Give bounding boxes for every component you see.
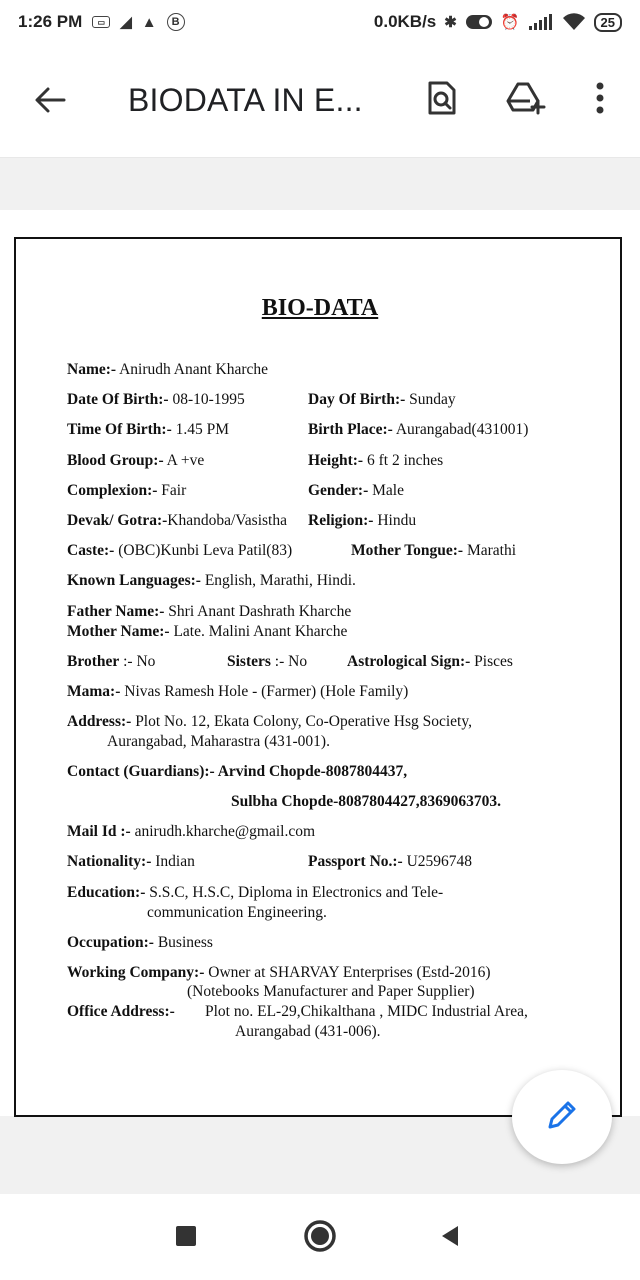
row-office-address: Office Address:- — [67, 1003, 175, 1020]
row-mama: Mama:- Nivas Ramesh Hole - (Farmer) (Hole Family) — [67, 683, 409, 700]
back-arrow-icon — [34, 86, 66, 119]
add-to-drive-icon — [506, 81, 546, 120]
row-address: Address:- Plot No. 12, Ekata Colony, Co-Operative Hsg Society, — [67, 713, 472, 730]
find-in-page-icon — [427, 81, 457, 120]
row-blood-group: Blood Group:- A +ve — [67, 452, 205, 469]
find-in-page-button[interactable] — [418, 76, 466, 124]
row-working-company: Working Company:- Owner at SHARVAY Enterprises (Estd-2016) — [67, 964, 491, 981]
back-button[interactable] — [28, 80, 72, 124]
row-mail-id: Mail Id :- anirudh.kharche@gmail.com — [67, 823, 316, 840]
home-button[interactable] — [300, 1218, 340, 1258]
row-mother-name: Mother Name:- Late. Malini Anant Kharche — [67, 623, 348, 640]
page-border — [14, 237, 622, 1117]
row-complexion: Complexion:- Fair — [67, 482, 187, 499]
row-birth-place: Birth Place:- Aurangabad(431001) — [308, 421, 529, 438]
status-time: 1:26 PM — [18, 12, 83, 31]
row-address-cont: Aurangabad, Maharastra (431-001). — [107, 733, 330, 750]
row-education-cont: communication Engineering. — [147, 904, 327, 921]
alarm-icon: ⏰ — [500, 14, 520, 31]
row-occupation: Occupation:- Business — [67, 934, 213, 951]
toggle-icon — [465, 14, 493, 30]
add-to-drive-button[interactable] — [502, 76, 550, 124]
row-contact: Contact (Guardians):- Arvind Chopde-8087804437, — [67, 763, 408, 780]
signal-icon — [528, 14, 554, 30]
row-height: Height:- 6 ft 2 inches — [308, 452, 444, 469]
back-triangle-icon — [438, 1224, 462, 1253]
bluetooth-icon: ✱ — [444, 14, 457, 31]
edit-fab-button[interactable] — [512, 1070, 612, 1164]
network-speed: 0.0KB/s — [373, 12, 437, 31]
row-sisters: Sisters :- No — [227, 653, 308, 670]
row-contact-cont: Sulbha Chopde-8087804427,8369063703. — [231, 793, 502, 810]
row-mother-tongue: Mother Tongue:- Marathi — [351, 542, 517, 559]
battery-indicator: 25 — [594, 13, 622, 32]
edit-pencil-icon — [545, 1098, 579, 1137]
app-bar — [0, 44, 640, 158]
status-bar — [0, 0, 640, 44]
row-brother: Brother :- No — [67, 653, 156, 670]
row-devak-gotra: Devak/ Gotra:-Khandoba/Vasistha — [67, 512, 287, 529]
row-gender: Gender:- Male — [308, 482, 404, 499]
row-known-languages: Known Languages:- English, Marathi, Hindi. — [67, 572, 356, 589]
document-page — [0, 210, 640, 1116]
row-day-of-birth: Day Of Birth:- Sunday — [308, 391, 456, 408]
system-nav-bar — [0, 1194, 640, 1280]
row-office-address-value: Plot no. EL-29,Chikalthana , MIDC Industrial Area, — [205, 1003, 528, 1020]
row-father-name: Father Name:- Shri Anant Dashrath Kharche — [67, 603, 352, 620]
gallery-icon: ▭ — [92, 16, 110, 28]
row-date-of-birth: Date Of Birth:- 08-10-1995 — [67, 391, 245, 408]
wifi-icon — [562, 13, 586, 31]
row-working-company-cont: (Notebooks Manufacturer and Paper Supplier) — [187, 983, 475, 1000]
more-vert-icon — [594, 81, 606, 120]
back-nav-button[interactable] — [430, 1218, 470, 1258]
document-title: BIODATA IN E... — [128, 82, 363, 118]
row-time-of-birth: Time Of Birth:- 1.45 PM — [67, 421, 230, 438]
document-viewer[interactable] — [0, 158, 640, 1194]
row-astrological-sign: Astrological Sign:- Pisces — [347, 653, 513, 670]
row-office-address-cont: Aurangabad (431-006). — [235, 1023, 381, 1040]
row-passport: Passport No.:- U2596748 — [308, 853, 473, 870]
send-icon: ◢ — [120, 14, 132, 31]
row-name: Name:- Anirudh Anant Kharche — [67, 361, 269, 378]
row-caste: Caste:- (OBC)Kunbi Leva Patil(83) — [67, 542, 293, 559]
row-education: Education:- S.S.C, H.S.C, Diploma in Electronics and Tele- — [67, 884, 444, 901]
recents-button[interactable] — [166, 1218, 206, 1258]
row-nationality: Nationality:- Indian — [67, 853, 195, 870]
b-icon: B — [167, 13, 185, 31]
home-circle-icon — [303, 1219, 337, 1258]
recents-square-icon — [175, 1225, 197, 1252]
document-heading: BIO-DATA — [261, 295, 379, 321]
alert-icon: ▲ — [141, 13, 157, 31]
row-religion: Religion:- Hindu — [308, 512, 417, 529]
more-options-button[interactable] — [576, 76, 624, 124]
